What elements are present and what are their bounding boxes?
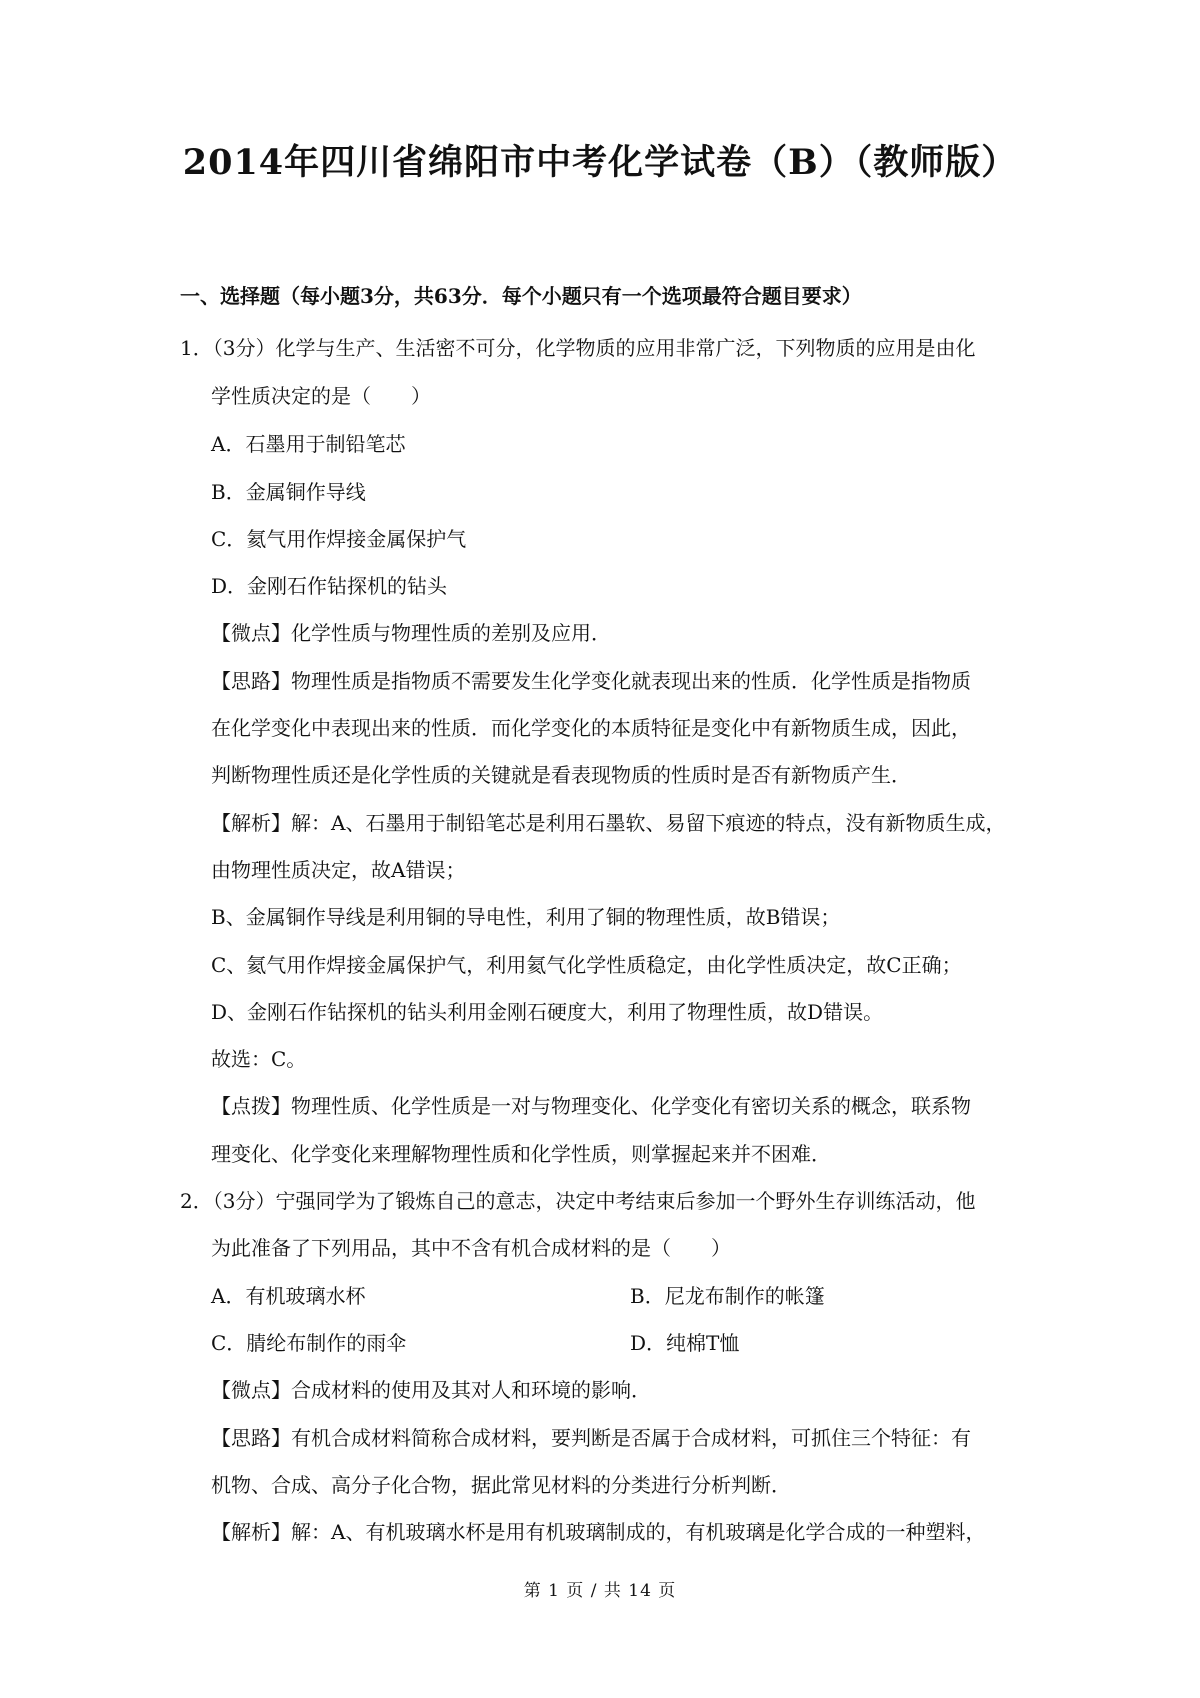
question-1-approach: 【思路】物理性质是指物质不需要发生化学变化就表现出来的性质．化学性质是指物质: [211, 669, 971, 693]
question-2-approach: 机物、合成、高分子化合物，据此常见材料的分类进行分析判断．: [211, 1473, 791, 1497]
question-1-analysis: 由物理性质决定，故A错误；: [211, 858, 466, 882]
question-2-stem: 2．（3分）宁强同学为了锻炼自己的意志，决定中考结束后参加一个野外生存训练活动，他: [180, 1189, 976, 1213]
question-2-key-point: 【微点】合成材料的使用及其对人和环境的影响．: [211, 1378, 651, 1402]
question-1-option-b: B．金属铜作导线: [211, 480, 366, 504]
question-2-option-b: B．尼龙布制作的帐篷: [630, 1284, 825, 1308]
question-1-option-c: C．氦气用作焊接金属保护气: [211, 527, 467, 551]
question-2-option-a: A．有机玻璃水杯: [211, 1284, 366, 1308]
page-footer: 第 1 页 / 共 14 页: [523, 1581, 677, 1601]
question-1-analysis: C、氦气用作焊接金属保护气，利用氦气化学性质稳定，由化学性质决定，故C正确；: [211, 953, 962, 977]
question-1-analysis: B、金属铜作导线是利用铜的导电性，利用了铜的物理性质，故B错误；: [211, 905, 841, 929]
question-2-stem-cont: 为此准备了下列用品，其中不含有机合成材料的是（ ）: [211, 1236, 731, 1260]
question-1-answer: 故选：C。: [211, 1047, 307, 1071]
question-1-approach: 判断物理性质还是化学性质的关键就是看表现物质的性质时是否有新物质产生．: [211, 763, 911, 787]
question-1-option-a: A．石墨用于制铅笔芯: [211, 432, 406, 456]
question-1-stem-cont: 学性质决定的是（ ）: [211, 384, 431, 408]
question-2-option-c: C．腈纶布制作的雨伞: [211, 1331, 407, 1355]
question-1-comment: 【点拨】物理性质、化学性质是一对与物理变化、化学变化有密切关系的概念，联系物: [211, 1094, 971, 1118]
question-1-key-point: 【微点】化学性质与物理性质的差别及应用．: [211, 621, 611, 645]
question-1-option-d: D．金刚石作钻探机的钻头: [211, 574, 448, 598]
question-1-analysis: 【解析】解：A、石墨用于制铅笔芯是利用石墨软、易留下痕迹的特点，没有新物质生成，: [211, 811, 1006, 835]
section-heading: 一、选择题（每小题3分，共63分．每个小题只有一个选项最符合题目要求）: [180, 284, 862, 308]
question-1-comment: 理变化、化学变化来理解物理性质和化学性质，则掌握起来并不困难．: [211, 1142, 831, 1166]
document-title: 2014年四川省绵阳市中考化学试卷（B）（教师版）: [182, 142, 1018, 183]
question-1-analysis: D、金刚石作钻探机的钻头利用金刚石硬度大，利用了物理性质，故D错误。: [211, 1000, 884, 1024]
question-2-analysis: 【解析】解：A、有机玻璃水杯是用有机玻璃制成的，有机玻璃是化学合成的一种塑料，: [211, 1520, 986, 1544]
question-2-option-d: D．纯棉T恤: [630, 1331, 740, 1355]
question-2-approach: 【思路】有机合成材料简称合成材料，要判断是否属于合成材料，可抓住三个特征：有: [211, 1426, 971, 1450]
question-1-approach: 在化学变化中表现出来的性质．而化学变化的本质特征是变化中有新物质生成，因此，: [211, 716, 971, 740]
question-1-stem: 1．（3分）化学与生产、生活密不可分，化学物质的应用非常广泛，下列物质的应用是由化: [180, 336, 976, 360]
